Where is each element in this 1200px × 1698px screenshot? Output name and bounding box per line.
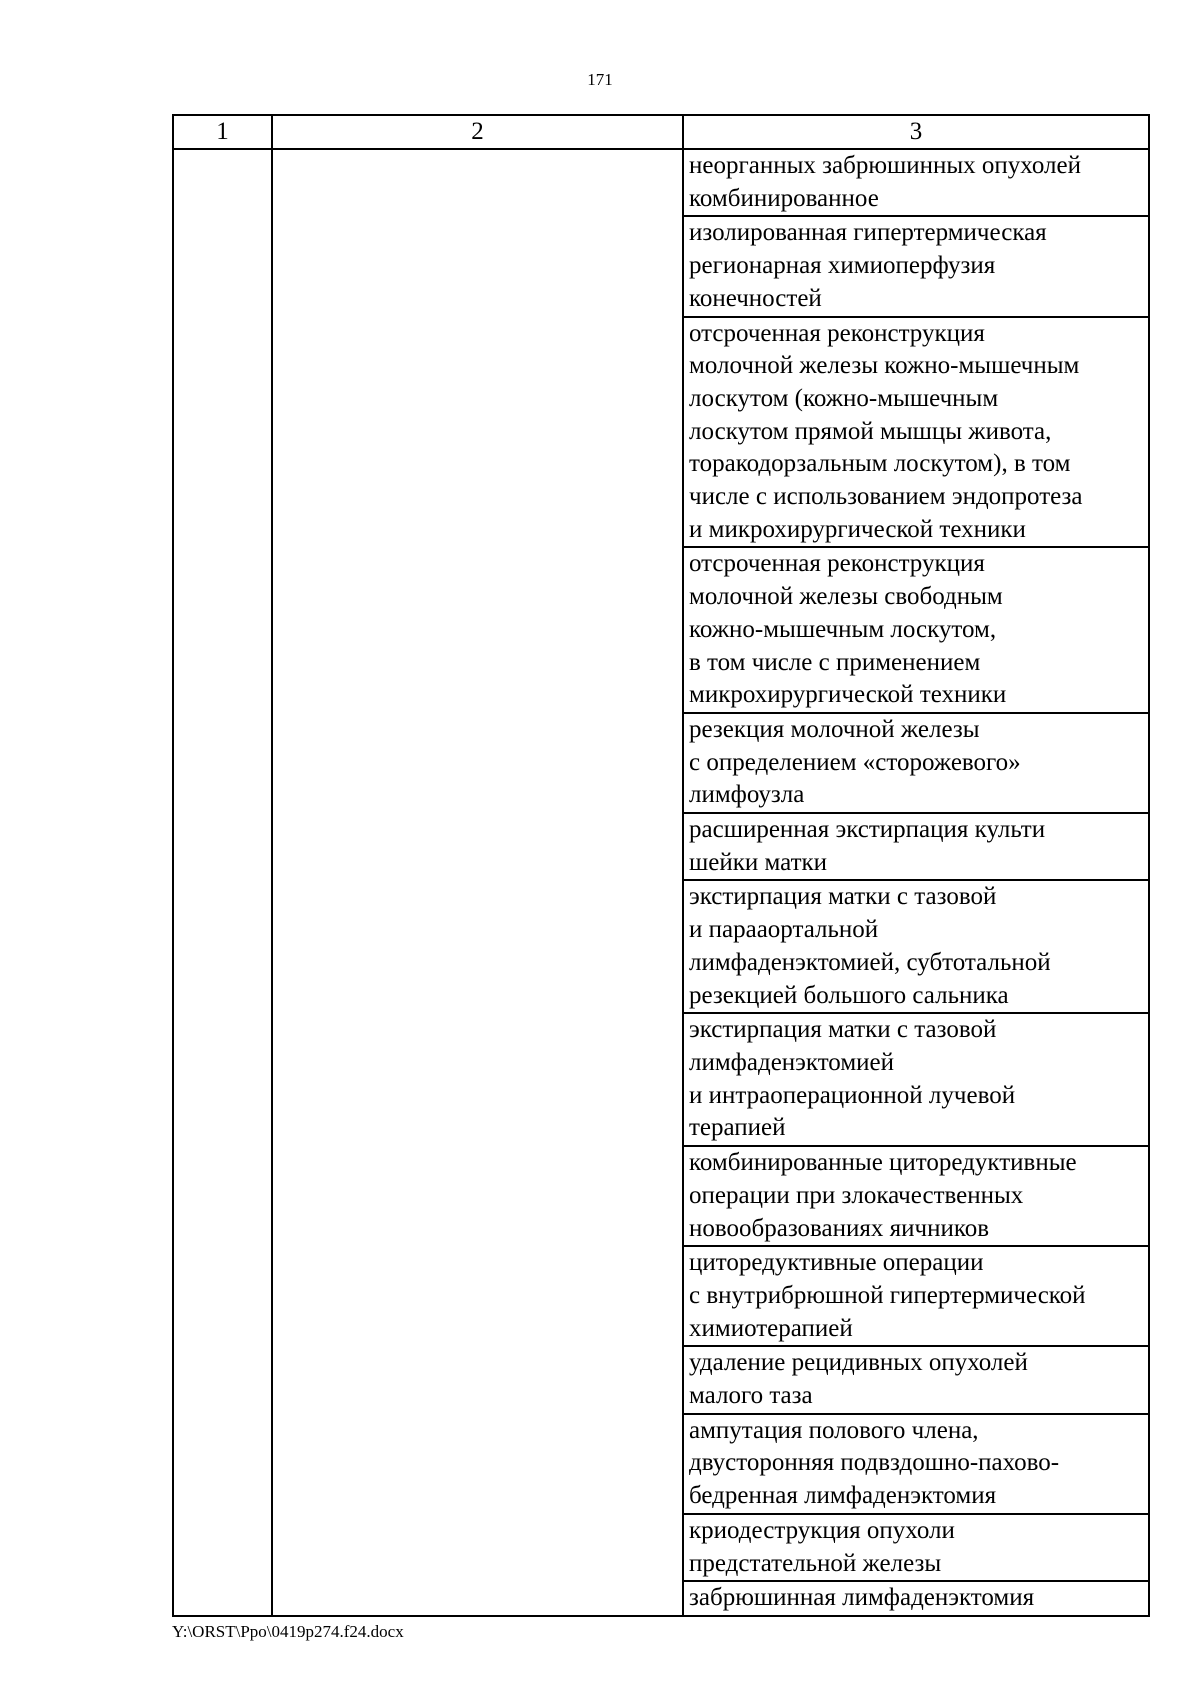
procedure-text-line: предстательной железы <box>689 1549 942 1577</box>
procedure-text-line: с внутрибрюшной гипертермической <box>689 1281 1086 1309</box>
procedure-text-line: лимфаденэктомией <box>689 1048 895 1076</box>
column-header-3: 3 <box>683 115 1149 149</box>
column-header-2: 2 <box>272 115 683 149</box>
procedure-cell <box>683 317 1149 548</box>
column-1-cell <box>173 149 272 1616</box>
procedure-cell <box>683 149 1149 216</box>
procedure-text-line: удаление рецидивных опухолей <box>689 1349 1028 1377</box>
procedure-text-line: микрохирургической техники <box>689 681 1007 709</box>
procedures-table <box>172 114 1150 1617</box>
procedure-text-line: новообразованиях яичников <box>689 1214 990 1242</box>
procedure-text-line: комбинированное <box>689 184 879 212</box>
procedure-text-line: операции при злокачественных <box>689 1181 1024 1209</box>
procedure-text-line: отсроченная реконструкция <box>689 319 985 347</box>
file-path-footer: Y:\ORST\Ppo\0419p274.f24.docx <box>172 1622 404 1641</box>
procedure-cell <box>683 1013 1149 1146</box>
procedure-text-line: экстирпация матки с тазовой <box>689 883 997 911</box>
procedure-text-line: регионарная химиоперфузия <box>689 252 996 280</box>
procedure-text-line: кожно-мышечным лоскутом, <box>689 615 997 643</box>
procedure-text-line: резекция молочной железы <box>689 715 980 743</box>
procedure-text-line: химиотерапией <box>689 1314 853 1342</box>
procedure-text-line: неорганных забрюшинных опухолей <box>689 152 1081 179</box>
procedure-text-line: бедренная лимфаденэктомия <box>689 1482 997 1510</box>
procedure-cell <box>683 1246 1149 1346</box>
procedure-text-line: комбинированные циторедуктивные <box>689 1149 1077 1177</box>
procedure-text-line: циторедуктивные операции <box>689 1249 984 1277</box>
procedure-cell <box>683 1414 1149 1514</box>
table-header-row <box>173 115 1149 149</box>
procedure-cell <box>683 880 1149 1013</box>
procedure-text-line: числе с использованием эндопротеза <box>689 483 1083 511</box>
procedure-cell <box>683 1146 1149 1246</box>
procedure-text-line: криодеструкция опухоли <box>689 1516 955 1544</box>
procedure-text-line: лоскутом (кожно-мышечным <box>689 384 999 412</box>
procedure-text-line: лимфаденэктомией, субтотальной <box>689 948 1051 976</box>
column-header-1: 1 <box>173 115 272 149</box>
procedure-text-line: терапией <box>689 1114 786 1142</box>
procedure-text-line: малого таза <box>689 1382 813 1410</box>
procedure-text-line: ампутация полового члена, <box>689 1416 979 1444</box>
procedure-text-line: экстирпация матки с тазовой <box>689 1016 997 1044</box>
procedure-text-line: и парааортальной <box>689 916 879 944</box>
procedure-text-line: резекцией большого сальника <box>689 981 1009 1009</box>
procedure-cell <box>683 1514 1149 1581</box>
procedure-text-line: отсроченная реконструкция <box>689 550 985 578</box>
procedure-cell <box>683 713 1149 813</box>
procedure-text-line: лоскутом прямой мышцы живота, <box>689 417 1052 445</box>
column-2-cell <box>272 149 683 1616</box>
procedure-text-line: молочной железы свободным <box>689 583 1003 611</box>
procedure-text-line: с определением «сторожевого» <box>689 748 1021 776</box>
procedure-cell <box>683 1346 1149 1413</box>
procedure-text-line: в том числе с применением <box>689 648 981 676</box>
procedure-text-line: двусторонняя подвздошно-пахово- <box>689 1449 1060 1477</box>
procedure-cell <box>683 813 1149 880</box>
procedure-text-line: торакодорзальным лоскутом), в том <box>689 450 1071 478</box>
table-row <box>173 149 1149 216</box>
procedure-text-line: шейки матки <box>689 848 828 876</box>
procedure-text-line: молочной железы кожно-мышечным <box>689 352 1080 380</box>
procedure-text-line: лимфоузла <box>689 781 805 809</box>
procedure-text-line: изолированная гипертермическая <box>689 219 1047 247</box>
procedure-text-line: и интраоперационной лучевой <box>689 1081 1016 1109</box>
procedure-text-line: и микрохирургической техники <box>689 515 1026 543</box>
procedure-text-line: конечностей <box>689 284 822 312</box>
procedure-text-line: расширенная экстирпация культи <box>689 816 1046 844</box>
procedure-cell <box>683 1581 1149 1616</box>
procedure-text-line: забрюшинная лимфаденэктомия <box>689 1584 1035 1612</box>
procedure-cell <box>683 547 1149 713</box>
procedure-cell <box>683 216 1149 316</box>
page-number: 171 <box>587 70 613 89</box>
